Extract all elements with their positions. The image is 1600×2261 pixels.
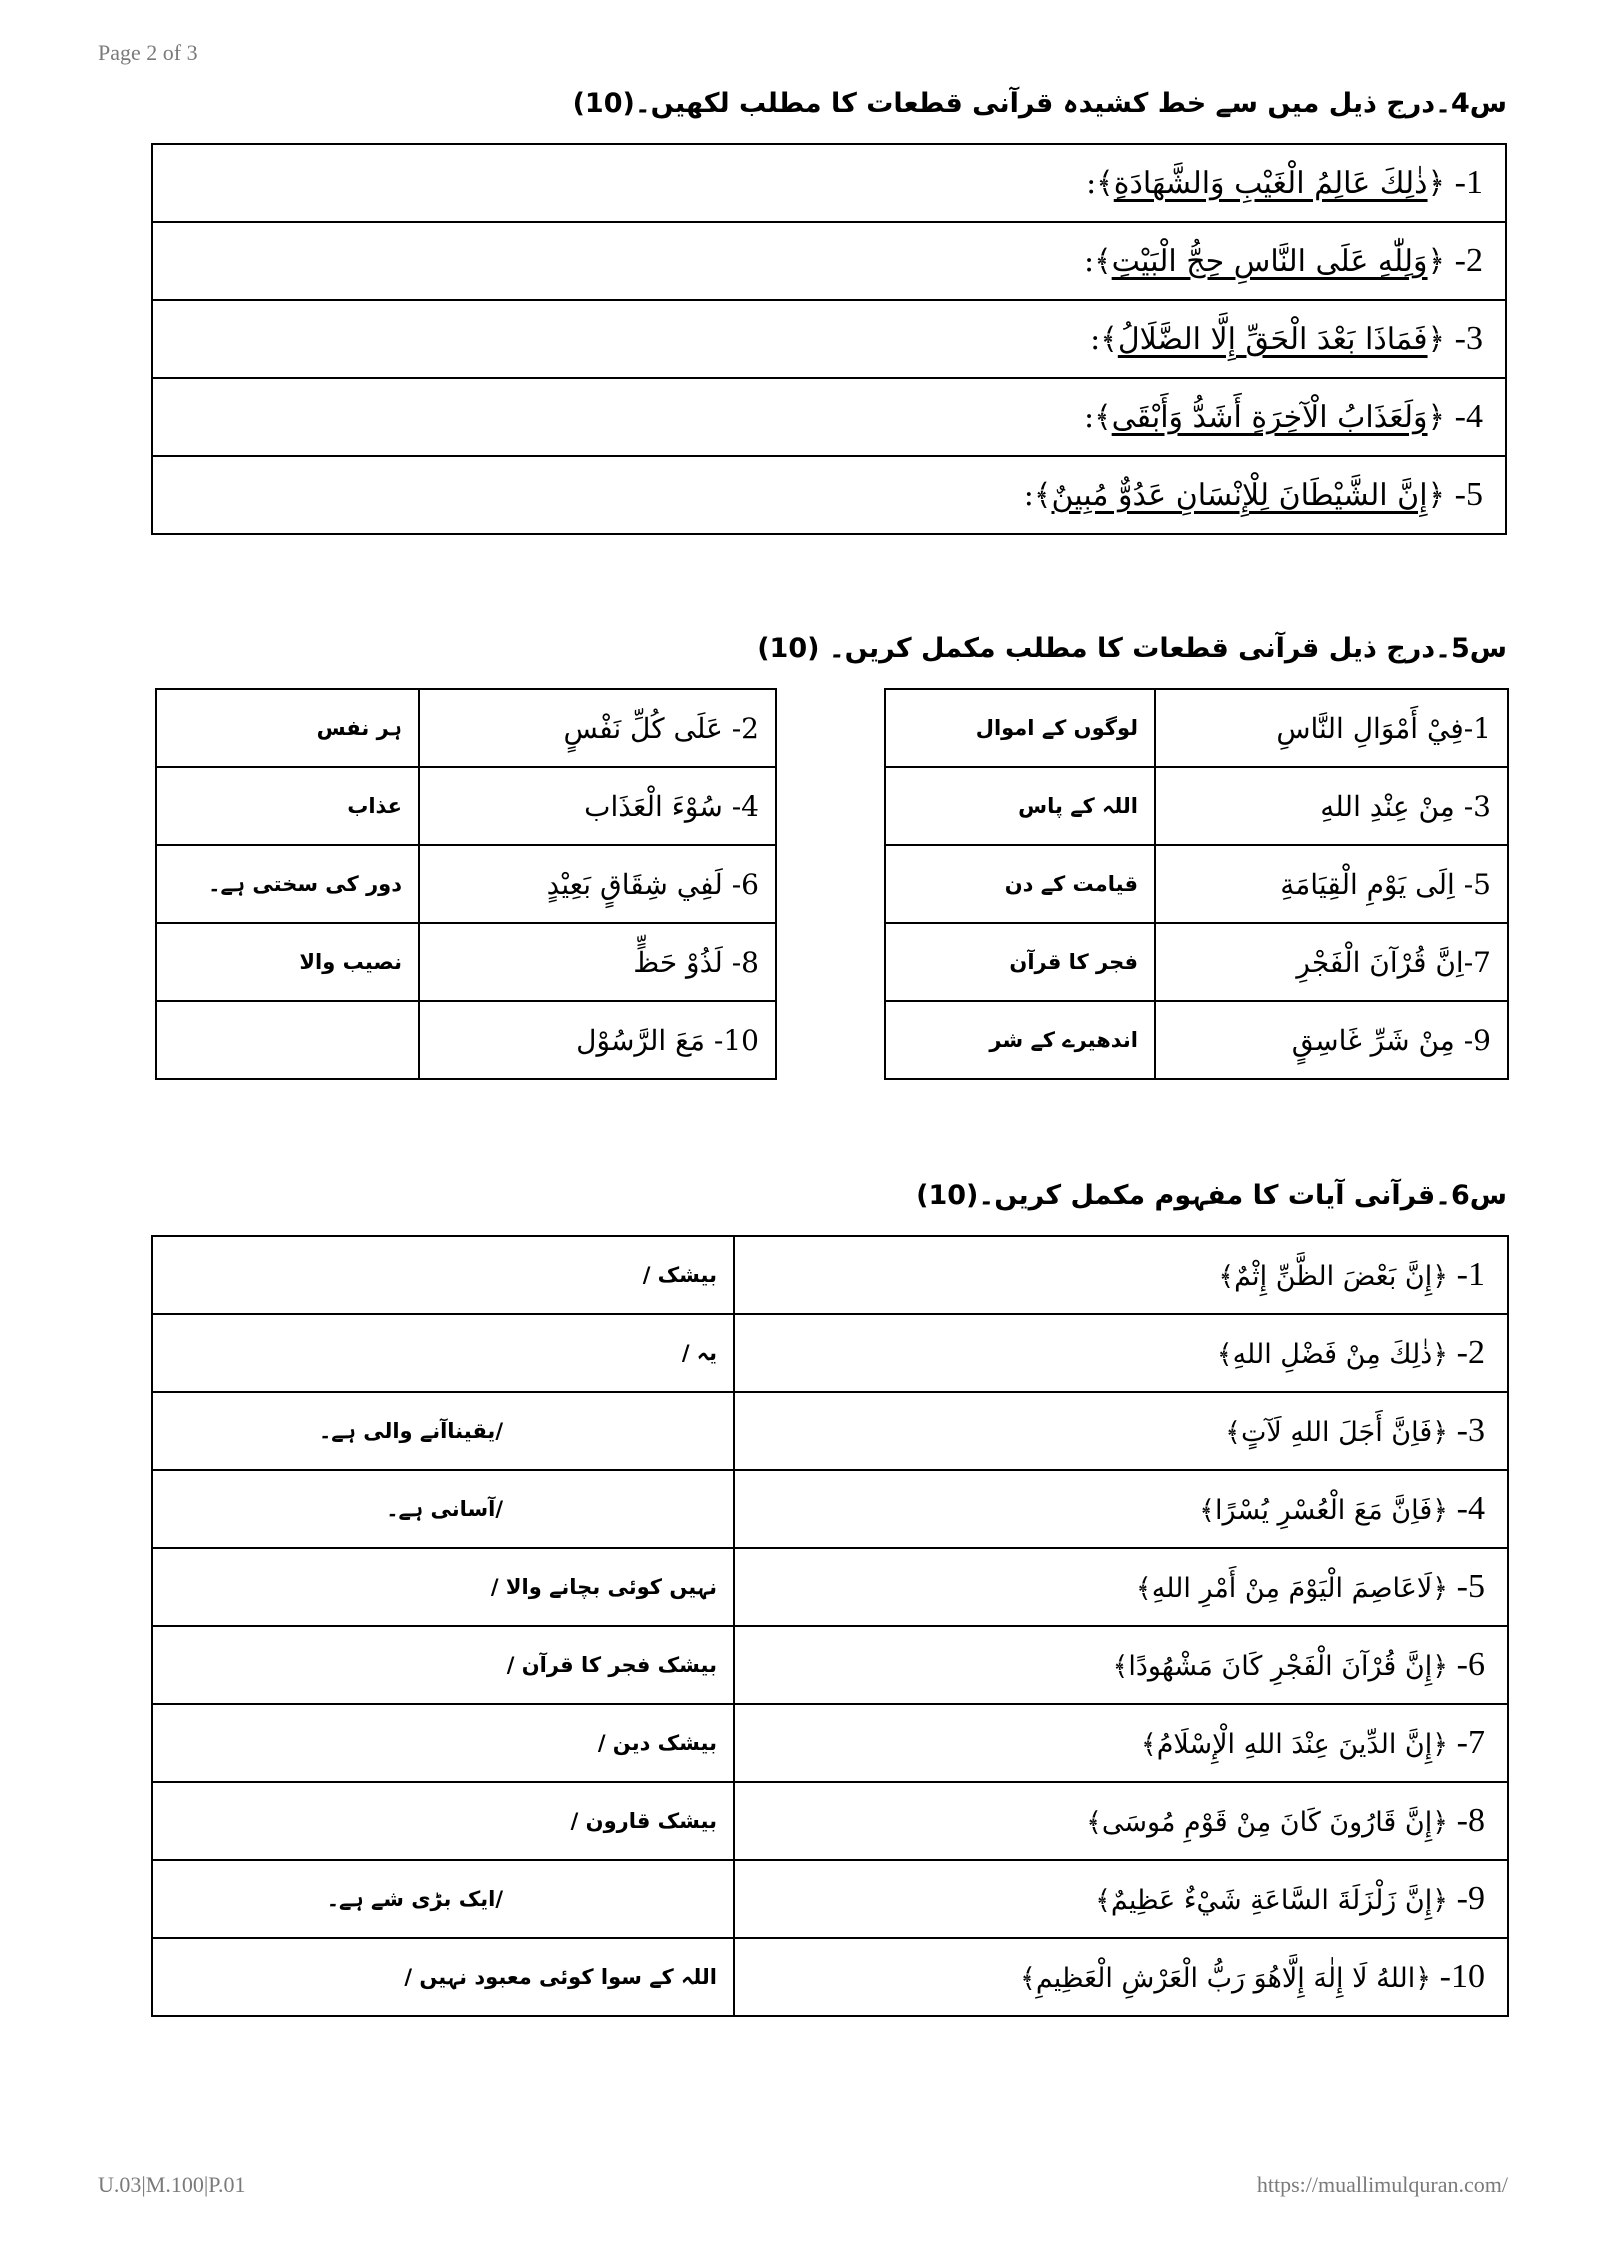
item-number: 4- [1454, 398, 1483, 435]
q6-ayah-cell [734, 1314, 1508, 1392]
q5-phrase: 4- سُوْءَ الْعَذَاب [419, 767, 776, 845]
q5-row [156, 923, 776, 1001]
ornate-bracket-close: ﴾: [1083, 244, 1112, 279]
q6-ayah-cell [734, 1782, 1508, 1860]
q5-meaning[interactable]: اندھیرے کے شر [885, 1001, 1155, 1079]
item-number: 1- [1456, 1256, 1485, 1293]
ayah-text: ﴿فَاِنَّ مَعَ الْعُسْرِ يُسْرًا﴾ [1199, 1495, 1449, 1526]
q6-table [151, 1235, 1509, 2017]
q5-row [885, 689, 1508, 767]
underlined-ayah: إِنَّ الشَّيْطَانَ لِلْإِنْسَانِ عَدُوٌّ مُبِينٌ [1051, 478, 1428, 513]
q5-phrase: 1-فِيْ أَمْوَالِ النَّاسِ [1155, 689, 1508, 767]
q6-heading: س6۔قرآنی آیات کا مفہوم مکمل کریں۔(10) [916, 1180, 1507, 1211]
q6-ayah-cell [734, 1236, 1508, 1314]
q5-meaning[interactable]: قیامت کے دن [885, 845, 1155, 923]
ayah-text: ﴿فَاِنَّ أَجَلَ اللهِ لَآتٍ﴾ [1225, 1417, 1449, 1448]
q4-cell [152, 144, 1506, 222]
item-number: 2- [1456, 1334, 1485, 1371]
item-number: 2- [1454, 242, 1483, 279]
q5-row [885, 845, 1508, 923]
q5-row [885, 767, 1508, 845]
item-number: 3- [1456, 1412, 1485, 1449]
ornate-bracket-close: ﴾: [1086, 166, 1114, 201]
ayah-text: ﴿لَاعَاصِمَ الْيَوْمَ مِنْ أَمْرِ اللهِ﴾ [1135, 1573, 1449, 1604]
ayah-text: ﴿ذٰلِكَ مِنْ فَضْلِ اللهِ﴾ [1216, 1339, 1449, 1370]
q6-meaning[interactable]: یہ / [152, 1314, 734, 1392]
q6-ayah-cell [734, 1860, 1508, 1938]
item-number: 10- [1439, 1958, 1485, 1995]
q4-row [152, 300, 1506, 378]
q5-meaning[interactable]: اللہ کے پاس [885, 767, 1155, 845]
item-number: 4- [1456, 1490, 1485, 1527]
q6-meaning[interactable]: بیشک قارون / [152, 1782, 734, 1860]
ornate-bracket-open: ﴿ [1427, 400, 1446, 435]
q6-meaning[interactable]: /یقیناآنے والی ہے۔ [152, 1392, 734, 1470]
page-number: Page 2 of 3 [98, 40, 198, 65]
q5-meaning[interactable]: دور کی سختی ہے۔ [156, 845, 419, 923]
q5-row [156, 1001, 776, 1079]
q4-row [152, 378, 1506, 456]
underlined-ayah: وَلِلّٰهِ عَلَى النَّاسِ حِجُّ الْبَيْتِ [1111, 244, 1428, 279]
q6-ayah-cell [734, 1392, 1508, 1470]
q6-meaning[interactable]: نہیں کوئی بچانے والا / [152, 1548, 734, 1626]
q6-row [152, 1314, 1508, 1392]
q5-left-table [155, 688, 777, 1080]
q6-meaning[interactable]: اللہ کے سوا کوئی معبود نہیں / [152, 1938, 734, 2016]
q6-row [152, 1626, 1508, 1704]
underlined-ayah: وَلَعَذَابُ الْآخِرَةِ أَشَدُّ وَأَبْقَى [1111, 400, 1428, 435]
underlined-ayah: ذٰلِكَ عَالِمُ الْغَيْبِ وَالشَّهَادَةِ [1113, 166, 1428, 201]
q5-phrase: 9- مِنْ شَرِّ غَاسِقٍ [1155, 1001, 1508, 1079]
q5-meaning[interactable]: نصیب والا [156, 923, 419, 1001]
q6-ayah-cell [734, 1938, 1508, 2016]
footer-url[interactable]: https://muallimulquran.com/ [1256, 2172, 1508, 2197]
q4-heading: س4۔درج ذیل میں سے خط کشیدہ قرآنی قطعات کا مطلب لکھیں۔(10) [572, 88, 1507, 119]
q5-meaning[interactable]: لوگوں کے اموال [885, 689, 1155, 767]
q4-cell [152, 456, 1506, 534]
underlined-ayah: فَمَاذَا بَعْدَ الْحَقِّ إِلَّا الضَّلَالُ [1117, 322, 1428, 357]
ayah-text: ﴿إِنَّ بَعْضَ الظَّنِّ إِثْمٌ﴾ [1218, 1261, 1449, 1292]
q5-phrase: 8- لَذُوْ حَظٍّ [419, 923, 776, 1001]
ornate-bracket-close: ﴾: [1083, 400, 1112, 435]
q6-row [152, 1782, 1508, 1860]
ornate-bracket-open: ﴿ [1427, 322, 1446, 357]
item-number: 7- [1456, 1724, 1485, 1761]
ayah-text: ﴿إِنَّ قَارُونَ كَانَ مِنْ قَوْمِ مُوسَى﴾ [1086, 1807, 1449, 1838]
q5-phrase: 2- عَلَى كُلِّ نَفْسٍ [419, 689, 776, 767]
q5-phrase: 3- مِنْ عِنْدِ اللهِ [1155, 767, 1508, 845]
q6-meaning[interactable]: /آسانی ہے۔ [152, 1470, 734, 1548]
q6-row [152, 1704, 1508, 1782]
q6-row [152, 1548, 1508, 1626]
q4-cell [152, 300, 1506, 378]
q6-row [152, 1236, 1508, 1314]
q4-table [151, 143, 1507, 535]
q5-meaning[interactable]: ہر نفس [156, 689, 419, 767]
q6-row [152, 1392, 1508, 1470]
ornate-bracket-open: ﴿ [1427, 166, 1446, 201]
ayah-text: ﴿اللهُ لَا إِلٰهَ إِلَّاهُوَ رَبُّ الْعَرْشِ الْعَظِيمِ﴾ [1020, 1963, 1432, 1994]
q5-row [156, 767, 776, 845]
q6-meaning[interactable]: بیشک فجر کا قرآن / [152, 1626, 734, 1704]
q4-row [152, 222, 1506, 300]
q5-row [885, 923, 1508, 1001]
ornate-bracket-close: ﴾: [1090, 322, 1118, 357]
q6-row [152, 1470, 1508, 1548]
ornate-bracket-close: ﴾: [1023, 478, 1052, 513]
q6-row [152, 1860, 1508, 1938]
item-number: 9- [1456, 1880, 1485, 1917]
q4-row [152, 456, 1506, 534]
q6-meaning[interactable]: بیشک / [152, 1236, 734, 1314]
q6-ayah-cell [734, 1470, 1508, 1548]
item-number: 1- [1454, 164, 1483, 201]
ornate-bracket-open: ﴿ [1427, 244, 1446, 279]
q5-phrase: 5- اِلَى يَوْمِ الْقِيَامَةِ [1155, 845, 1508, 923]
q5-phrase: 6- لَفِي شِقَاقٍ بَعِيْدٍ [419, 845, 776, 923]
item-number: 6- [1456, 1646, 1485, 1683]
q4-row [152, 144, 1506, 222]
q5-right-table [884, 688, 1509, 1080]
footer-code: U.03|M.100|P.01 [98, 2172, 246, 2197]
item-number: 8- [1456, 1802, 1485, 1839]
q5-meaning[interactable]: عذاب [156, 767, 419, 845]
q5-meaning[interactable] [156, 1001, 419, 1079]
q5-phrase: 10- مَعَ الرَّسُوْل [419, 1001, 776, 1079]
ornate-bracket-open: ﴿ [1427, 478, 1446, 513]
q6-ayah-cell [734, 1626, 1508, 1704]
q5-meaning[interactable]: فجر کا قرآن [885, 923, 1155, 1001]
q5-phrase: 7-اِنَّ قُرْآنَ الْفَجْرِ [1155, 923, 1508, 1001]
q6-row [152, 1938, 1508, 2016]
ayah-text: ﴿إِنَّ زَلْزَلَةَ السَّاعَةِ شَيْءٌ عَظِيمٌ﴾ [1095, 1885, 1449, 1916]
q4-cell [152, 222, 1506, 300]
ayah-text: ﴿إِنَّ الدِّينَ عِنْدَ اللهِ الْإِسْلَامُ﴾ [1140, 1729, 1449, 1760]
q6-meaning[interactable]: بیشک دین / [152, 1704, 734, 1782]
q6-ayah-cell [734, 1704, 1508, 1782]
q4-cell [152, 378, 1506, 456]
q6-meaning[interactable]: /ایک بڑی شے ہے۔ [152, 1860, 734, 1938]
q6-ayah-cell [734, 1548, 1508, 1626]
q5-heading: س5۔درج ذیل قرآنی قطعات کا مطلب مکمل کریں۔ (10) [757, 633, 1507, 664]
q5-row [156, 845, 776, 923]
item-number: 3- [1454, 320, 1483, 357]
ayah-text: ﴿إِنَّ قُرْآنَ الْفَجْرِ كَانَ مَشْهُودًا﴾ [1112, 1651, 1449, 1682]
q5-row [156, 689, 776, 767]
item-number: 5- [1456, 1568, 1485, 1605]
item-number: 5- [1454, 476, 1483, 513]
q5-row [885, 1001, 1508, 1079]
